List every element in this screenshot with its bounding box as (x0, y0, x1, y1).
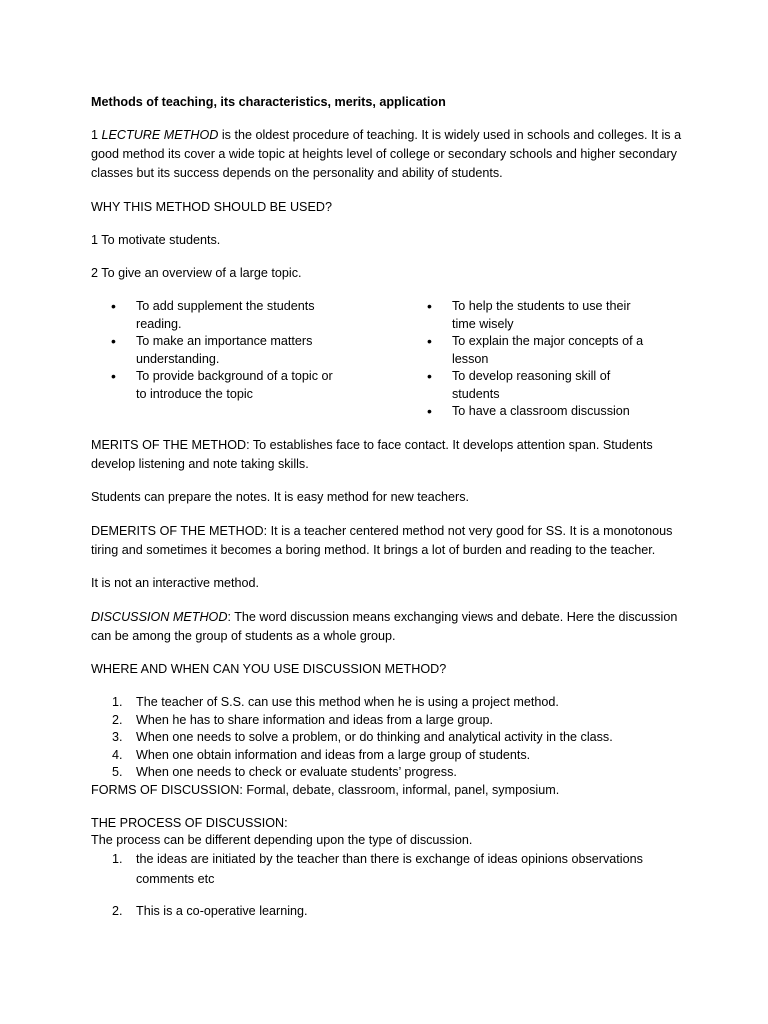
process-intro: The process can be different depending upon the type of discussion. (91, 833, 473, 847)
discussion-text: : The word discussion means exchanging views and debate. Here the discussion can be among the group of students as a whole group. (91, 610, 678, 643)
list-item: 5. When one needs to check or evaluate students’ progress. (112, 765, 457, 779)
discussion-paragraph (91, 608, 686, 646)
document-title: Methods of teaching, its characteristics, merits, application (91, 95, 446, 109)
list-item: 3. When one needs to solve a problem, or do thinking and analytical activity in the class. (112, 730, 613, 744)
bullet-list-left (91, 298, 336, 403)
why-heading: WHY THIS METHOD SHOULD BE USED? (91, 200, 332, 214)
bullet-item: • To add supplement the students reading. (91, 298, 336, 333)
list-item: 1. The teacher of S.S. can use this method when he is using a project method. (112, 695, 559, 709)
where-heading: WHERE AND WHEN CAN YOU USE DISCUSSION METHOD? (91, 662, 447, 676)
bullet-item: • To develop reasoning skill of students (407, 368, 652, 403)
list-item: 4. When one obtain information and ideas from a large group of students. (112, 747, 531, 762)
lecture-term: LECTURE METHOD (101, 128, 219, 142)
demerits-paragraph-2: It is not an interactive method. (91, 576, 260, 590)
lecture-prefix: 1 (91, 128, 102, 142)
lecture-text: is the oldest procedure of teaching. It is widely used in schools and colleges. It is a good method its cover a wide topic at heights level of college or secondary schools and higher secondary classes but its success depends on the personality and ability of students. (91, 128, 682, 180)
bullet-list-right (407, 298, 652, 421)
bullet-item: • To help the students to use their time wisely (407, 298, 652, 333)
why-point-1: 1 To motivate students. (91, 233, 221, 247)
forms-paragraph: FORMS OF DISCUSSION: Formal, debate, classroom, informal, panel, symposium. (91, 783, 560, 797)
lecture-paragraph (91, 126, 686, 183)
where-list (112, 694, 672, 782)
discussion-term: DISCUSSION METHOD (91, 610, 228, 624)
bullet-item: • To provide background of a topic or to introduce the topic (91, 368, 336, 403)
demerits-paragraph: DEMERITS OF THE METHOD: It is a teacher centered method not very good for SS. It is a monotonous tiring and sometimes it becomes a boring method. It brings a lot of burden and reading to the teacher. (91, 524, 673, 557)
bullet-item: • To have a classroom discussion (407, 403, 652, 421)
list-item: 2. When he has to share information and ideas from a large group. (112, 712, 494, 727)
process-heading: THE PROCESS OF DISCUSSION: (91, 816, 288, 830)
bullet-item: • To make an importance matters understanding. (91, 333, 336, 368)
bullet-item: • To explain the major concepts of a lesson (407, 333, 652, 368)
merits-paragraph: MERITS OF THE METHOD: To establishes face to face contact. It develops attention span. Students develop listening and note taking skills. (91, 438, 653, 471)
process-list (112, 849, 672, 889)
list-item: 1. the ideas are initiated by the teacher than there is exchange of ideas opinions observations comments etc (112, 852, 643, 886)
list-item: 2. This is a co-operative learning. (112, 904, 308, 918)
why-point-2: 2 To give an overview of a large topic. (91, 266, 302, 280)
process-list-continued (112, 903, 672, 921)
merits-paragraph-2: Students can prepare the notes. It is easy method for new teachers. (91, 490, 470, 504)
